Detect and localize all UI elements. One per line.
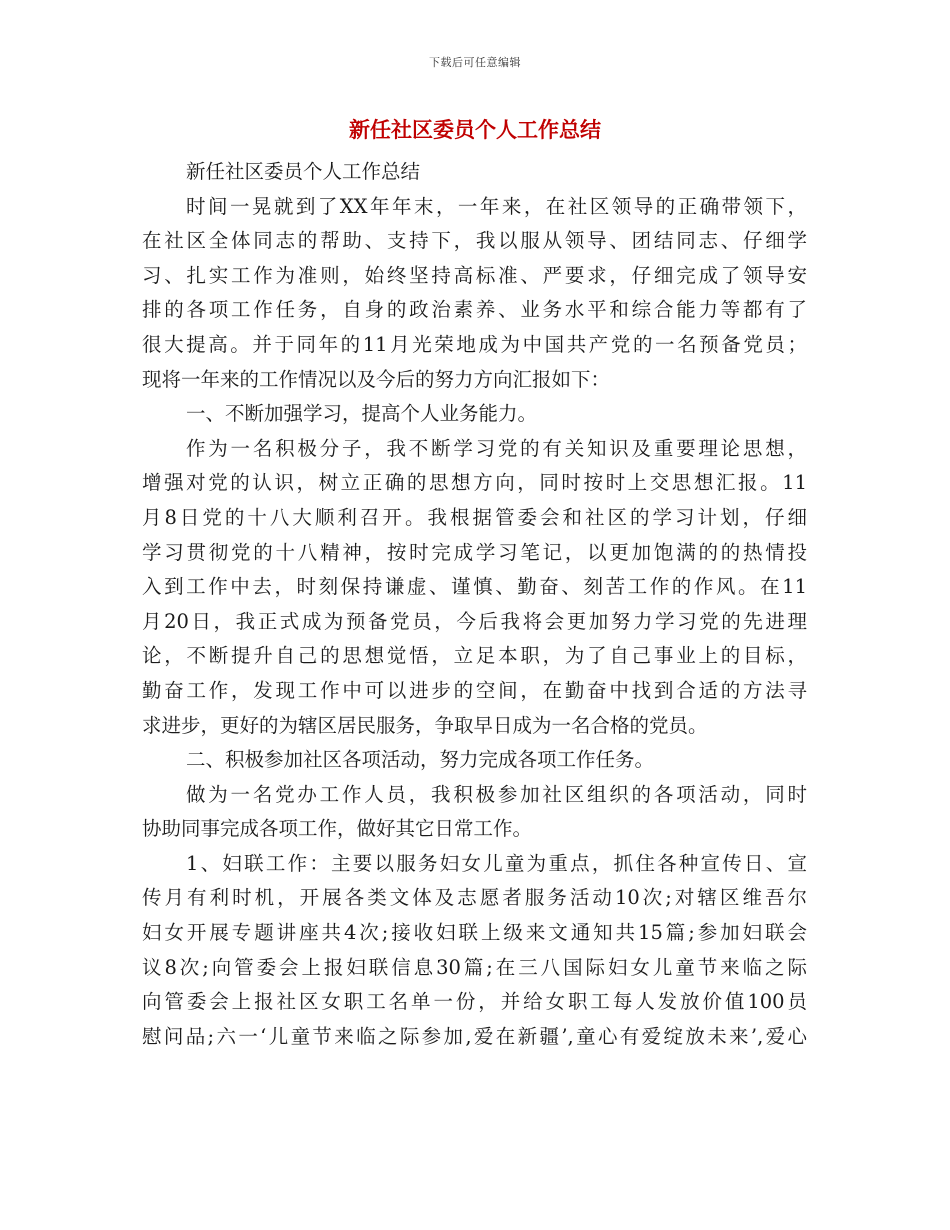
body-line: 做为一名党办工作人员，我积极参加社区组织的各项活动，同时 — [186, 782, 807, 806]
body-line: 协助同事完成各项工作，做好其它日常工作。 — [142, 817, 533, 841]
body-line: 增强对党的认识，树立正确的思想方向，同时按时上交思想汇报。11 — [142, 471, 807, 495]
body-line: 向管委会上报社区女职工名单一份，并给女职工每人发放价值100员 — [142, 990, 807, 1014]
body-line: 二、积极参加社区各项活动，努力完成各项工作任务。 — [186, 748, 655, 772]
body-line: 勤奋工作，发现工作中可以进步的空间，在勤奋中找到合适的方法寻 — [142, 678, 807, 702]
body-line: 论，不断提升自己的思想觉悟，立足本职，为了自己事业上的目标， — [142, 644, 807, 668]
body-line: 传月有利时机，开展各类文体及志愿者服务活动10次;对辖区维吾尔 — [142, 886, 807, 910]
body-line: 新任社区委员个人工作总结 — [186, 160, 421, 183]
body-line: 一、不断加强学习，提高个人业务能力。 — [186, 402, 538, 426]
page-header-note: 下载后可任意编辑 — [429, 56, 521, 69]
body-line: 学习贯彻党的十八精神，按时完成学习笔记，以更加饱满的的热情投 — [142, 540, 807, 564]
body-line: 妇女开展专题讲座共4次;接收妇联上级来文通知共15篇;参加妇联会 — [142, 921, 807, 945]
body-line: 求进步，更好的为辖区居民服务，争取早日成为一名合格的党员。 — [142, 713, 708, 737]
body-line: 月20日，我正式成为预备党员，今后我将会更加努力学习党的先进理 — [142, 609, 807, 633]
body-line: 慰问品;六一‘儿童节来临之际参加,爱在新疆’,童心有爱绽放未来’,爱心 — [142, 1024, 807, 1048]
body-line: 议8次;向管委会上报妇联信息30篇;在三八国际妇女儿童节来临之际 — [142, 955, 807, 979]
body-line: 排的各项工作任务，自身的政治素养、业务水平和综合能力等都有了 — [142, 298, 807, 322]
document-title: 新任社区委员个人工作总结 — [349, 118, 601, 142]
document-body — [142, 155, 807, 1054]
body-line: 习、扎实工作为准则，始终坚持高标准、严要求，仔细完成了领导安 — [142, 263, 807, 287]
body-line: 入到工作中去，时刻保持谦虚、谨慎、勤奋、刻苦工作的作风。在11 — [142, 575, 807, 599]
body-line: 在社区全体同志的帮助、支持下，我以服从领导、团结同志、仔细学 — [142, 229, 807, 253]
body-line: 很大提高。并于同年的11月光荣地成为中国共产党的一名预备党员； — [142, 332, 807, 356]
body-line: 时间一晃就到了XX年年末，一年来，在社区领导的正确带领下， — [186, 194, 807, 218]
body-line: 现将一年来的工作情况以及今后的努力方向汇报如下： — [142, 367, 611, 391]
body-line: 作为一名积极分子，我不断学习党的有关知识及重要理论思想， — [186, 436, 807, 460]
body-line: 1、妇联工作：主要以服务妇女儿童为重点，抓住各种宣传日、宣 — [186, 851, 807, 875]
body-line: 月8日党的十八大顺利召开。我根据管委会和社区的学习计划，仔细 — [142, 505, 807, 529]
